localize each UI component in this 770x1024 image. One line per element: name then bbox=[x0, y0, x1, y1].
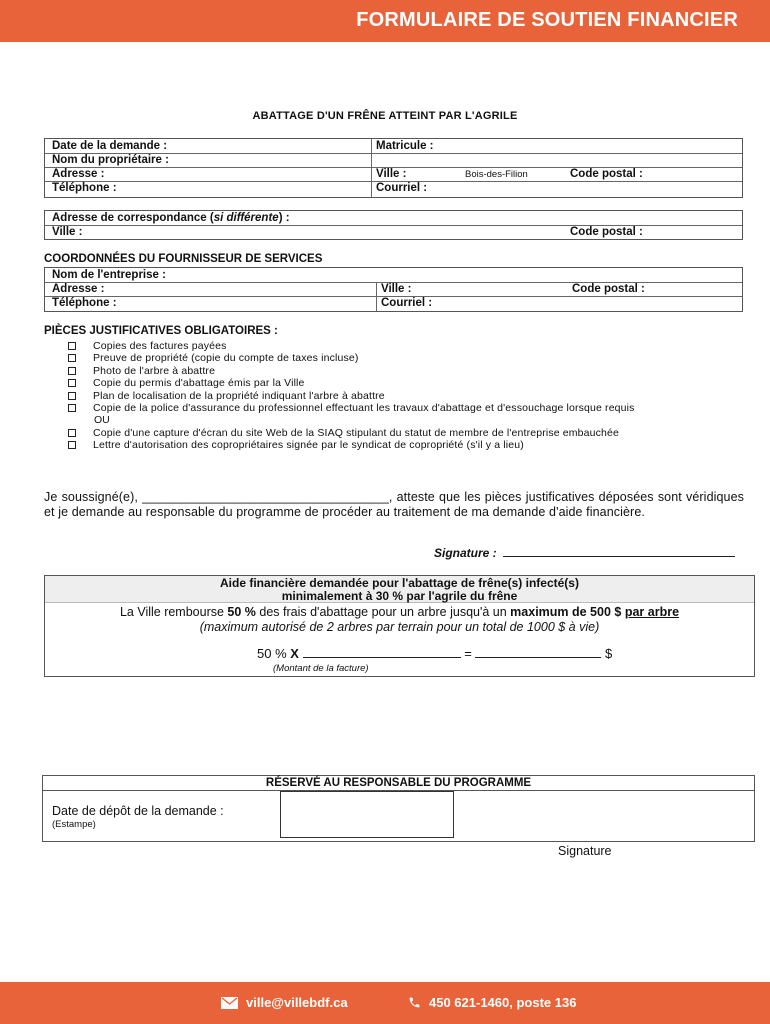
checkbox[interactable] bbox=[68, 354, 76, 362]
aid-heading: Aide financière demandée pour l'abattage de frêne(s) infecté(s) minimalement à 30 % par l'agrile du frêne bbox=[45, 576, 754, 603]
checklist-item: Preuve de propriété (copie du compte de taxes incluse) bbox=[68, 352, 748, 364]
signature-field[interactable] bbox=[503, 546, 735, 557]
city-label: Ville : bbox=[376, 168, 407, 180]
or-separator: OU bbox=[94, 414, 110, 427]
checklist-item: Copies des factures payées bbox=[68, 340, 748, 352]
stamp-label: (Estampe) bbox=[52, 819, 96, 830]
owner-info-table bbox=[44, 138, 743, 198]
invoice-amount-field[interactable] bbox=[303, 646, 461, 658]
provider-email-label: Courriel : bbox=[381, 297, 433, 309]
reserved-box bbox=[42, 775, 755, 842]
checklist-item: Plan de localisation de la propriété indiquant l'arbre à abattre bbox=[68, 390, 748, 402]
address-label: Adresse : bbox=[52, 168, 105, 180]
correspondence-table bbox=[44, 210, 743, 240]
row-owner bbox=[45, 153, 742, 168]
phone-label: Téléphone : bbox=[52, 182, 117, 194]
row-provider-phone bbox=[45, 296, 742, 310]
deposit-date-label: Date de dépôt de la demande : bbox=[52, 804, 224, 818]
stamp-area[interactable] bbox=[280, 791, 454, 838]
program-signature-label: Signature bbox=[558, 844, 612, 858]
footer-bar bbox=[0, 982, 770, 1024]
aid-calculation: 50 % X = $ bbox=[257, 646, 613, 661]
documents-checklist bbox=[68, 340, 748, 452]
declaration-text: Je soussigné(e), ___________________________________, atteste que les pièces justificatives déposées sont véridiques et je demande au responsable du programme de procéder au traitement de ma demande d'aide financière. bbox=[44, 490, 744, 519]
aid-request-box bbox=[44, 575, 755, 677]
checklist-item: Photo de l'arbre à abattre bbox=[68, 365, 748, 377]
column-divider bbox=[376, 282, 377, 311]
checkbox[interactable] bbox=[68, 429, 76, 437]
footer-email[interactable]: ville@villebdf.ca bbox=[221, 995, 348, 1010]
provider-section-title: COORDONNÉES DU FOURNISSEUR DE SERVICES bbox=[44, 253, 323, 265]
checklist-item: Copie d'une capture d'écran du site Web de la SIAQ stipulant du statut de membre de l'entreprise embauchée bbox=[68, 427, 748, 439]
form-title: FORMULAIRE DE SOUTIEN FINANCIER bbox=[356, 9, 738, 31]
city-value: Bois-des-Filion bbox=[465, 169, 528, 180]
header-bar bbox=[0, 0, 770, 42]
provider-address-label: Adresse : bbox=[52, 283, 105, 295]
applicant-signature: Signature : bbox=[434, 546, 735, 560]
owner-name-label: Nom du propriétaire : bbox=[52, 154, 169, 166]
row-correspondence-city bbox=[45, 225, 742, 239]
provider-postal-label: Code postal : bbox=[572, 283, 645, 295]
reserved-heading: RÉSERVÉ AU RESPONSABLE DU PROGRAMME bbox=[43, 776, 754, 791]
envelope-icon bbox=[221, 997, 238, 1009]
checkbox[interactable] bbox=[68, 441, 76, 449]
postal-code-label: Code postal : bbox=[570, 168, 643, 180]
checkbox[interactable] bbox=[68, 392, 76, 400]
row-date-matricule bbox=[45, 139, 742, 154]
provider-table bbox=[44, 267, 743, 312]
checkbox[interactable] bbox=[68, 342, 76, 350]
aid-maximum-note: (maximum autorisé de 2 arbres par terrain pour un total de 1000 $ à vie) bbox=[199, 620, 600, 634]
row-phone-email bbox=[45, 181, 742, 195]
checklist-item: Lettre d'autorisation des copropriétaires signée par le syndicat de copropriété (s'il y a lieu) bbox=[68, 439, 748, 451]
row-address bbox=[45, 167, 742, 182]
correspondence-address-label: Adresse de correspondance (si différente) : bbox=[52, 212, 290, 224]
company-label: Nom de l'entreprise : bbox=[52, 269, 166, 281]
correspondence-city-label: Ville : bbox=[52, 226, 83, 238]
checklist-item: Copie du permis d'abattage émis par la Ville bbox=[68, 377, 748, 389]
provider-city-label: Ville : bbox=[381, 283, 412, 295]
row-provider-address bbox=[45, 282, 742, 297]
checkbox[interactable] bbox=[68, 367, 76, 375]
checkbox[interactable] bbox=[68, 379, 76, 387]
correspondence-postal-label: Code postal : bbox=[570, 226, 643, 238]
documents-section-title: PIÈCES JUSTIFICATIVES OBLIGATOIRES : bbox=[44, 325, 278, 337]
aid-reimbursement-text: La Ville rembourse 50 % des frais d'abattage pour un arbre jusqu'à un maximum de 500 $ par arbre bbox=[119, 605, 680, 619]
checklist-item: Copie de la police d'assurance du professionnel effectuant les travaux d'abattage et d'essouchage lorsque requis bbox=[68, 402, 748, 414]
provider-phone-label: Téléphone : bbox=[52, 297, 117, 309]
row-correspondence-address bbox=[45, 211, 742, 226]
checkbox[interactable] bbox=[68, 404, 76, 412]
invoice-amount-caption: (Montant de la facture) bbox=[273, 663, 369, 674]
aid-amount-field[interactable] bbox=[475, 646, 601, 658]
matricule-label: Matricule : bbox=[376, 140, 434, 152]
footer-phone[interactable]: 450 621-1460, poste 136 bbox=[408, 995, 576, 1010]
phone-icon bbox=[408, 996, 421, 1009]
email-label: Courriel : bbox=[376, 182, 428, 194]
date-label: Date de la demande : bbox=[52, 140, 168, 152]
row-company bbox=[45, 268, 742, 283]
form-subtitle: ABATTAGE D'UN FRÊNE ATTEINT PAR L'AGRILE bbox=[252, 110, 518, 122]
